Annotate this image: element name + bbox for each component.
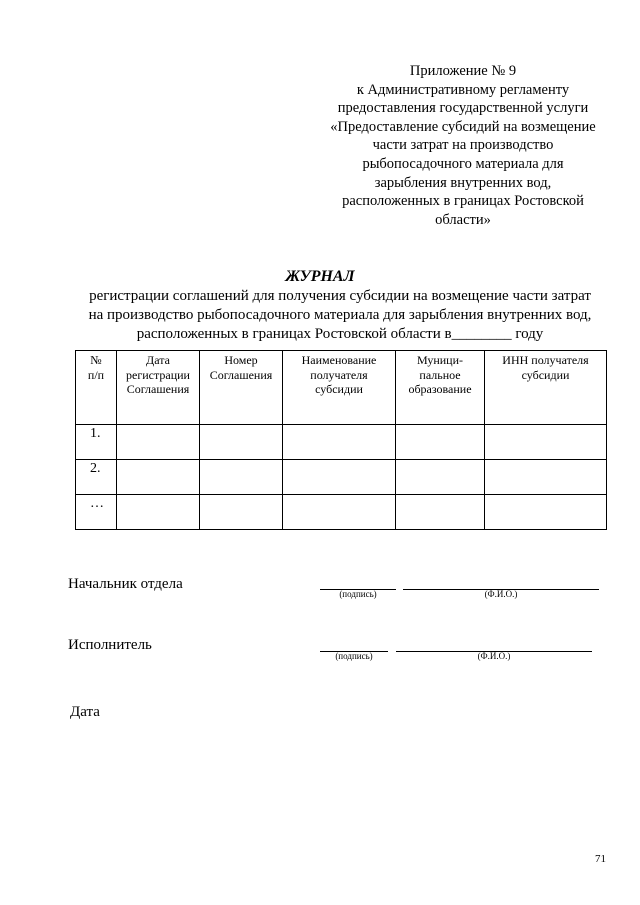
column-header-agreement-number: Номер Соглашения <box>200 351 283 425</box>
column-header-inn: ИНН получателя субсидии <box>485 351 607 425</box>
appendix-line: рыбопосадочного материала для <box>362 155 564 172</box>
chief-label: Начальник отдела <box>68 576 183 592</box>
table-cell <box>485 495 607 530</box>
table-cell <box>283 425 396 460</box>
chief-signature-caption: (подпись) <box>339 589 377 599</box>
row-number-cell: 2. <box>76 460 117 495</box>
executor-name-caption: (Ф.И.О.) <box>477 651 511 661</box>
document-subtitle <box>70 287 610 344</box>
appendix-block <box>318 62 608 229</box>
table-row <box>76 460 607 495</box>
appendix-line: Приложение № 9 <box>409 63 517 79</box>
executor-label: Исполнитель <box>68 637 152 653</box>
table-cell <box>117 460 200 495</box>
column-header-registration-date: Дата регистрации Соглашения <box>117 351 200 425</box>
column-header-municipality: Муници- пальное образование <box>396 351 485 425</box>
document-title: ЖУРНАЛ <box>285 268 355 285</box>
page-number: 71 <box>595 853 606 865</box>
row-number-cell: 1. <box>76 425 117 460</box>
table-cell <box>117 425 200 460</box>
table-cell <box>117 495 200 530</box>
table-cell <box>396 460 485 495</box>
executor-signature-caption: (подпись) <box>335 651 373 661</box>
table-cell <box>485 425 607 460</box>
appendix-line: зарыбления внутренних вод, <box>374 174 552 191</box>
subtitle-line: регистрации соглашений для получения субсидии на возмещение части затрат <box>89 288 591 304</box>
table-cell <box>485 460 607 495</box>
table-cell <box>396 495 485 530</box>
table-cell <box>283 460 396 495</box>
table-cell <box>396 425 485 460</box>
subtitle-line: расположенных в границах Ростовской области в________ году <box>136 326 544 342</box>
table-cell <box>200 460 283 495</box>
table-cell <box>200 495 283 530</box>
appendix-line: к Административному регламенту <box>356 81 570 98</box>
appendix-line: «Предоставление субсидий на возмещение <box>330 118 596 135</box>
chief-name-caption: (Ф.И.О.) <box>484 589 518 599</box>
appendix-line: предоставления государственной услуги <box>337 100 589 117</box>
table-row <box>76 425 607 460</box>
journal-table <box>75 350 607 530</box>
subtitle-line: на производство рыбопосадочного материала для зарыбления внутренних вод, <box>88 307 592 323</box>
date-label: Дата <box>70 704 100 720</box>
appendix-line: области» <box>435 211 491 228</box>
table-cell <box>283 495 396 530</box>
appendix-line: части затрат на производство <box>372 137 554 154</box>
appendix-line: расположенных в границах Ростовской <box>342 193 584 210</box>
table-header-row <box>76 351 607 425</box>
table-cell <box>200 425 283 460</box>
table-row <box>76 495 607 530</box>
row-number-cell: … <box>76 495 117 530</box>
column-header-number: № п/п <box>76 351 117 425</box>
column-header-recipient-name: Наименование получателя субсидии <box>283 351 396 425</box>
